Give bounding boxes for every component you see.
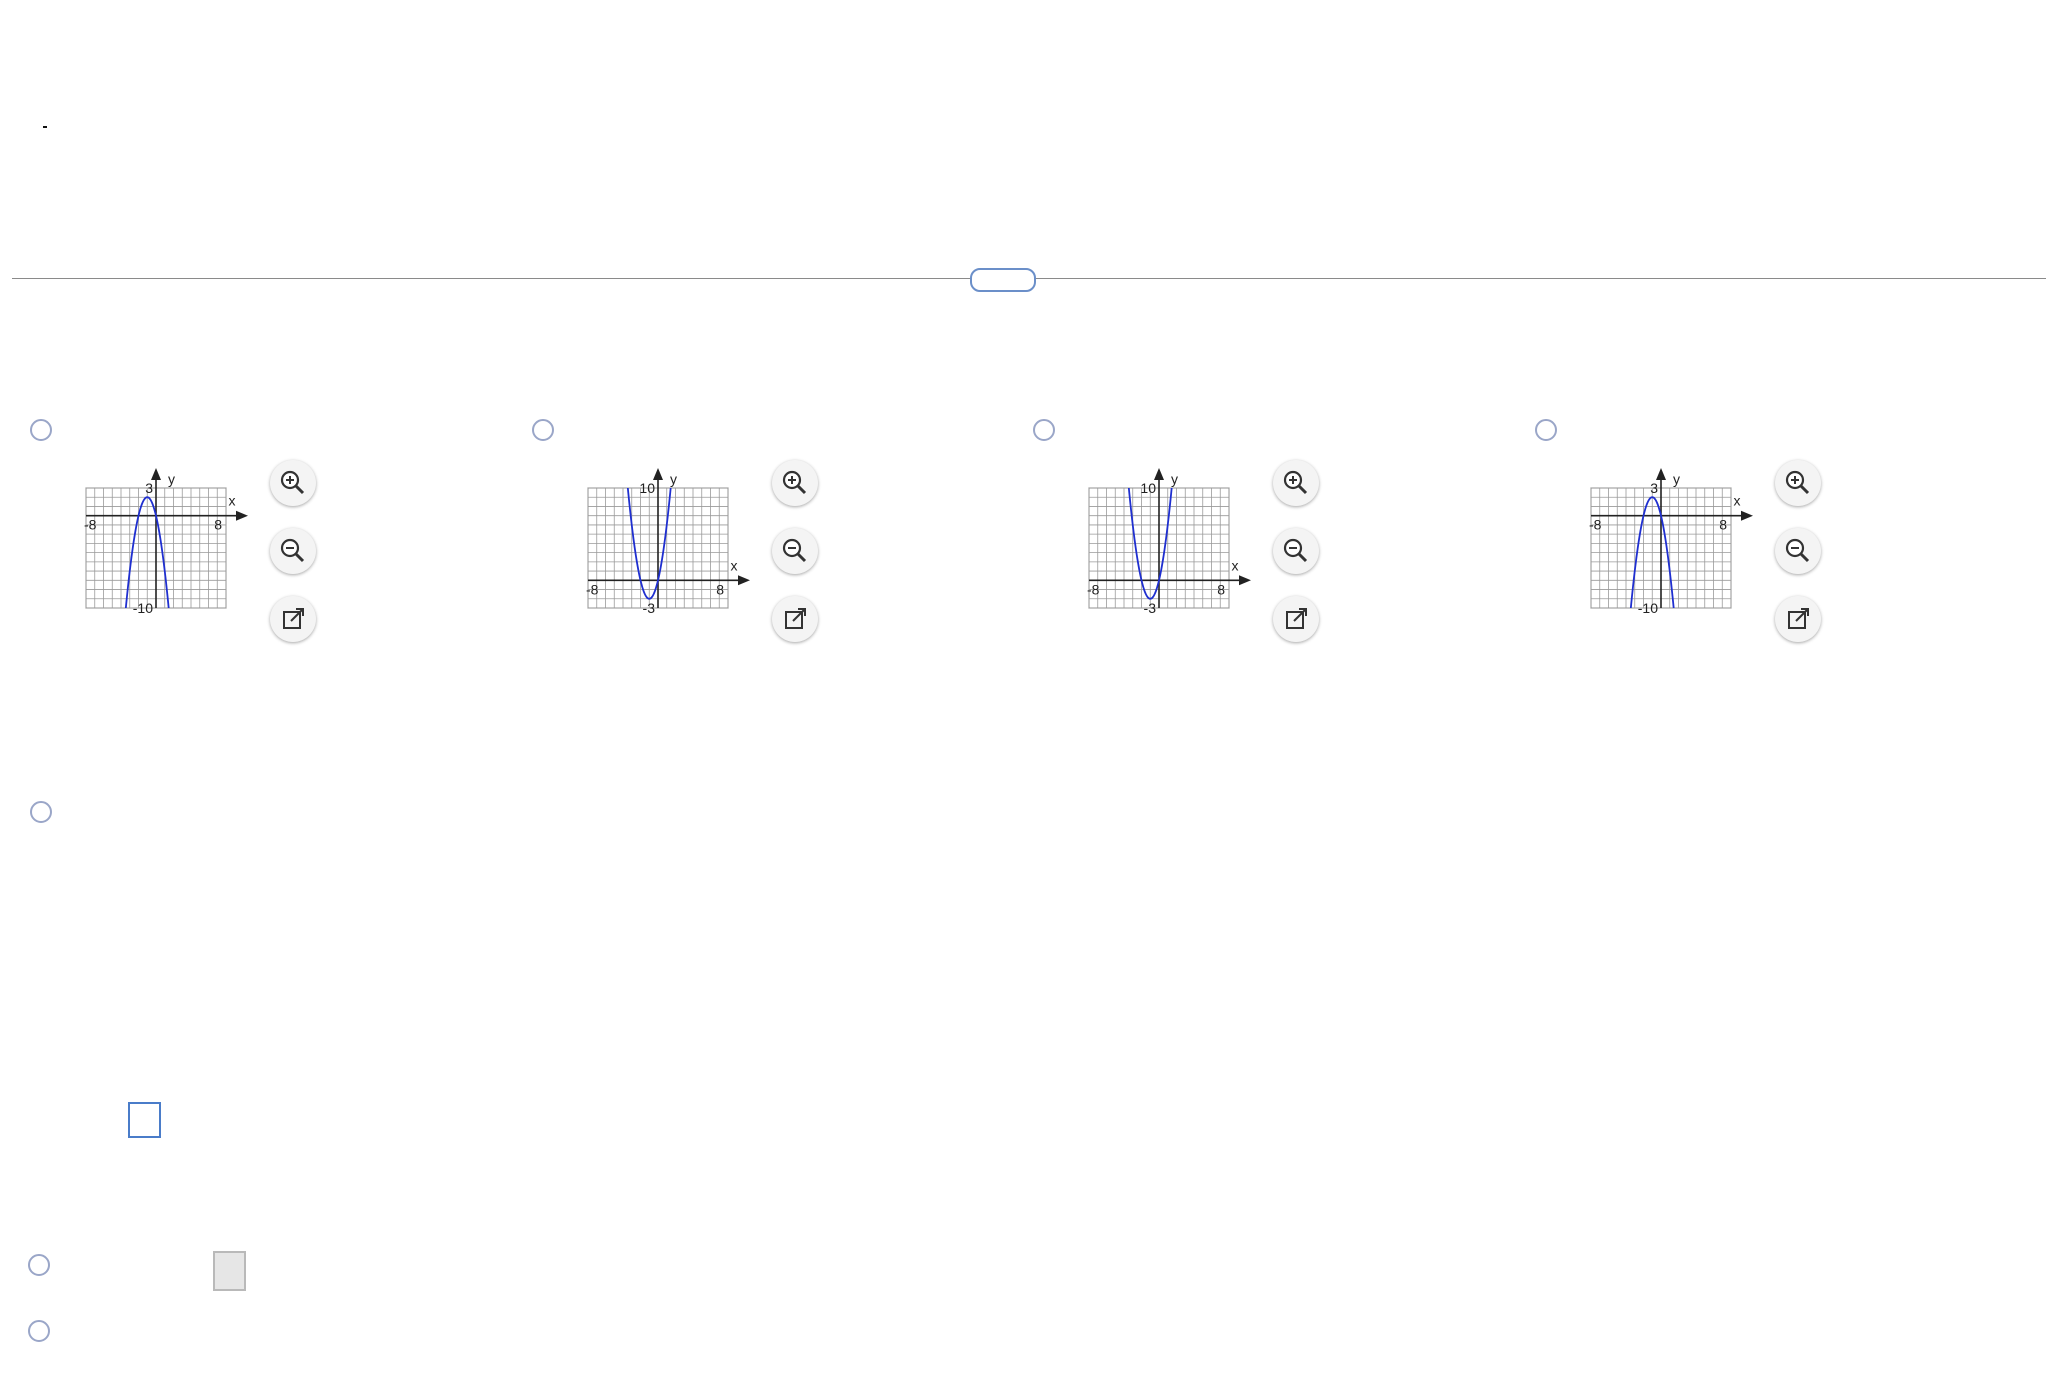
y-axis-arrow bbox=[151, 468, 161, 480]
y-axis-arrow bbox=[1154, 468, 1164, 480]
x-axis-arrow bbox=[738, 575, 750, 585]
tick-label-bottom: -10 bbox=[132, 600, 153, 616]
tick-label-bottom: -10 bbox=[1637, 600, 1658, 616]
zoom-out-icon bbox=[1273, 528, 1319, 574]
open-new-window-icon bbox=[1273, 596, 1319, 642]
question-part-c bbox=[22, 112, 47, 141]
x-axis-arrow bbox=[1239, 575, 1251, 585]
tick-label-top: 3 bbox=[145, 480, 153, 496]
tick-label-right: 8 bbox=[1217, 581, 1225, 598]
zoom-in-icon bbox=[772, 460, 818, 506]
zoom-in-icon bbox=[1273, 460, 1319, 506]
x-axis-label: x bbox=[1231, 557, 1239, 574]
zoom-out-button[interactable] bbox=[1775, 528, 1821, 574]
y-axis-label: y bbox=[168, 471, 175, 487]
open-new-window-icon bbox=[772, 596, 818, 642]
zoom-out-icon bbox=[270, 528, 316, 574]
x-axis-arrow bbox=[236, 511, 248, 521]
part-a-option-d-graph bbox=[1565, 462, 1777, 634]
zoom-out-button[interactable] bbox=[772, 528, 818, 574]
part-a-option-a-radio[interactable] bbox=[30, 419, 52, 441]
part-a-option-c-graph bbox=[1063, 462, 1275, 634]
y-axis-arrow bbox=[653, 468, 663, 480]
tick-label-top: 10 bbox=[639, 480, 655, 496]
y-axis-label: y bbox=[1673, 471, 1680, 487]
open-new-window-button[interactable] bbox=[1273, 596, 1319, 642]
tick-label-bottom: -3 bbox=[1143, 600, 1156, 616]
y-axis-label: y bbox=[1171, 471, 1178, 487]
zoom-in-icon bbox=[1775, 460, 1821, 506]
zoom-out-button[interactable] bbox=[270, 528, 316, 574]
part-d-answer-input[interactable] bbox=[213, 1251, 246, 1291]
tick-label-top: 3 bbox=[1650, 480, 1658, 496]
part-b-option-a-radio[interactable] bbox=[30, 801, 52, 823]
part-a-option-a-graph bbox=[60, 462, 272, 634]
tick-label-left: -8 bbox=[1087, 581, 1100, 598]
open-new-window-icon bbox=[1775, 596, 1821, 642]
tick-label-right: 8 bbox=[716, 581, 724, 598]
open-new-window-button[interactable] bbox=[1775, 596, 1821, 642]
tick-label-left: -8 bbox=[1589, 516, 1602, 533]
zoom-in-button[interactable] bbox=[270, 460, 316, 506]
zoom-in-icon bbox=[270, 460, 316, 506]
tick-label-right: 8 bbox=[1719, 516, 1727, 533]
tick-label-left: -8 bbox=[586, 581, 599, 598]
zoom-out-icon bbox=[772, 528, 818, 574]
zoom-in-button[interactable] bbox=[1273, 460, 1319, 506]
part-d-choice-b-radio[interactable] bbox=[28, 1320, 50, 1342]
part-d-choice-a-radio[interactable] bbox=[28, 1254, 50, 1276]
y-axis-label: y bbox=[670, 471, 677, 487]
open-new-window-button[interactable] bbox=[270, 596, 316, 642]
part-c-answer-input[interactable] bbox=[128, 1102, 161, 1138]
part-a-option-b-graph bbox=[562, 462, 774, 634]
open-new-window-button[interactable] bbox=[772, 596, 818, 642]
zoom-out-icon bbox=[1775, 528, 1821, 574]
x-axis-label: x bbox=[1733, 492, 1741, 509]
tick-label-left: -8 bbox=[84, 516, 97, 533]
y-axis-arrow bbox=[1656, 468, 1666, 480]
tick-label-bottom: -3 bbox=[642, 600, 655, 616]
zoom-in-button[interactable] bbox=[772, 460, 818, 506]
part-a-option-c-radio[interactable] bbox=[1033, 419, 1055, 441]
x-axis-arrow bbox=[1741, 511, 1753, 521]
open-new-window-icon bbox=[270, 596, 316, 642]
x-axis-label: x bbox=[228, 492, 236, 509]
more-button[interactable] bbox=[970, 268, 1036, 292]
part-a-option-b-radio[interactable] bbox=[532, 419, 554, 441]
x-axis-label: x bbox=[730, 557, 738, 574]
tick-label-top: 10 bbox=[1140, 480, 1156, 496]
part-a-option-d-radio[interactable] bbox=[1535, 419, 1557, 441]
tick-label-right: 8 bbox=[214, 516, 222, 533]
zoom-in-button[interactable] bbox=[1775, 460, 1821, 506]
zoom-out-button[interactable] bbox=[1273, 528, 1319, 574]
